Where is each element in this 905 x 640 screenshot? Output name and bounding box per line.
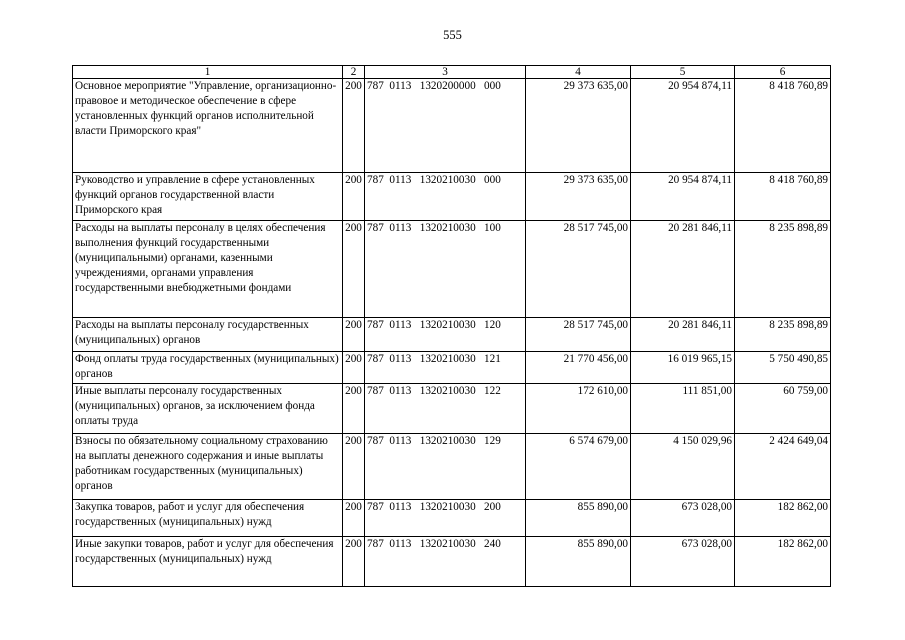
row-value-5: 4 150 029,96 (631, 434, 735, 500)
row-classification-code: 787 0113 1320210030 122 (365, 384, 526, 434)
row-value-5: 20 281 846,11 (631, 221, 735, 318)
row-value-4: 6 574 679,00 (526, 434, 631, 500)
row-name: Расходы на выплаты персоналу государственных (муниципальных) органов (73, 318, 343, 352)
table-row (73, 221, 831, 318)
row-name: Руководство и управление в сфере установленных функций органов государственной власти Приморского края (73, 173, 343, 221)
row-value-5: 20 954 874,11 (631, 173, 735, 221)
row-value-6: 182 862,00 (735, 500, 831, 537)
row-gov-code: 200 (343, 173, 365, 221)
row-value-6: 8 235 898,89 (735, 318, 831, 352)
row-name: Иные выплаты персоналу государственных (муниципальных) органов, за исключением фонда оплаты труда (73, 384, 343, 434)
row-value-4: 29 373 635,00 (526, 79, 631, 173)
row-value-6: 2 424 649,04 (735, 434, 831, 500)
row-value-4: 28 517 745,00 (526, 221, 631, 318)
table-row (73, 352, 831, 384)
column-header: 6 (735, 66, 831, 79)
row-value-6: 60 759,00 (735, 384, 831, 434)
row-value-5: 20 954 874,11 (631, 79, 735, 173)
row-classification-code: 787 0113 1320210030 000 (365, 173, 526, 221)
row-gov-code: 200 (343, 537, 365, 587)
row-gov-code: 200 (343, 79, 365, 173)
row-value-6: 8 235 898,89 (735, 221, 831, 318)
row-value-4: 29 373 635,00 (526, 173, 631, 221)
column-header: 1 (73, 66, 343, 79)
row-classification-code: 787 0113 1320210030 240 (365, 537, 526, 587)
row-name: Закупка товаров, работ и услуг для обеспечения государственных (муниципальных) нужд (73, 500, 343, 537)
row-value-6: 8 418 760,89 (735, 79, 831, 173)
row-name: Фонд оплаты труда государственных (муниципальных) органов (73, 352, 343, 384)
row-gov-code: 200 (343, 318, 365, 352)
row-name: Иные закупки товаров, работ и услуг для обеспечения государственных (муниципальных) нужд (73, 537, 343, 587)
row-name: Взносы по обязательному социальному страхованию на выплаты денежного содержания и иные выплаты работникам государственных (муниципальных) органов (73, 434, 343, 500)
row-classification-code: 787 0113 1320200000 000 (365, 79, 526, 173)
page-number: 555 (443, 28, 462, 42)
table-row (73, 500, 831, 537)
table-row (73, 173, 831, 221)
row-gov-code: 200 (343, 221, 365, 318)
row-name: Расходы на выплаты персоналу в целях обеспечения выполнения функций государственными (муниципальными) органами, казенными учреждениями, органами управления государственными внебюджетными фондами (73, 221, 343, 318)
row-classification-code: 787 0113 1320210030 120 (365, 318, 526, 352)
row-name: Основное мероприятие "Управление, организационно-правовое и методическое обеспечение в сфере установленных функций органов исполнительной власти Приморского края" (73, 79, 343, 173)
column-header: 4 (526, 66, 631, 79)
row-value-6: 182 862,00 (735, 537, 831, 587)
column-header: 5 (631, 66, 735, 79)
row-value-4: 172 610,00 (526, 384, 631, 434)
row-value-4: 28 517 745,00 (526, 318, 631, 352)
column-header: 3 (365, 66, 526, 79)
row-value-5: 673 028,00 (631, 500, 735, 537)
table-row (73, 318, 831, 352)
row-value-6: 5 750 490,85 (735, 352, 831, 384)
row-value-5: 111 851,00 (631, 384, 735, 434)
row-gov-code: 200 (343, 384, 365, 434)
row-gov-code: 200 (343, 434, 365, 500)
row-value-5: 673 028,00 (631, 537, 735, 587)
row-value-5: 16 019 965,15 (631, 352, 735, 384)
row-gov-code: 200 (343, 352, 365, 384)
table-header-row (73, 66, 831, 79)
table-row (73, 384, 831, 434)
row-value-4: 21 770 456,00 (526, 352, 631, 384)
table-row (73, 537, 831, 587)
row-classification-code: 787 0113 1320210030 121 (365, 352, 526, 384)
row-value-5: 20 281 846,11 (631, 318, 735, 352)
table-row (73, 79, 831, 173)
row-classification-code: 787 0113 1320210030 200 (365, 500, 526, 537)
row-value-6: 8 418 760,89 (735, 173, 831, 221)
row-gov-code: 200 (343, 500, 365, 537)
row-classification-code: 787 0113 1320210030 129 (365, 434, 526, 500)
column-header: 2 (343, 66, 365, 79)
row-classification-code: 787 0113 1320210030 100 (365, 221, 526, 318)
table-row (73, 434, 831, 500)
row-value-4: 855 890,00 (526, 537, 631, 587)
row-value-4: 855 890,00 (526, 500, 631, 537)
budget-table (72, 65, 831, 587)
